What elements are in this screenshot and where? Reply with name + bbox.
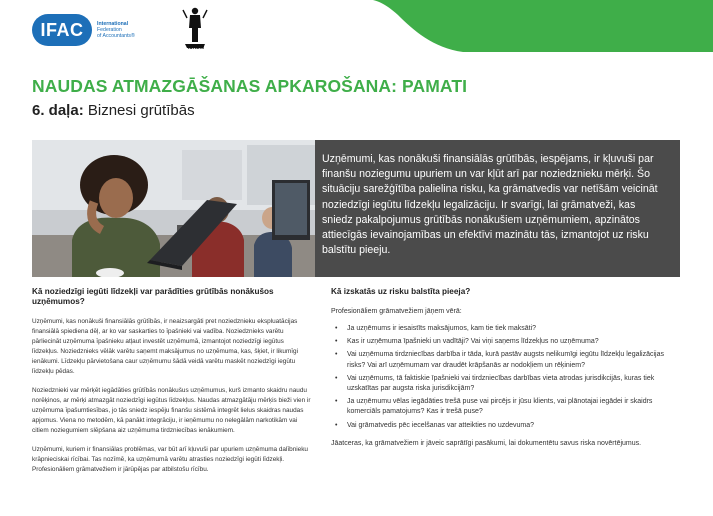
ifac-logo <box>32 14 157 46</box>
icaew-logo-text: ICAEW <box>187 45 205 51</box>
ifac-logo-mark: IFAC <box>32 14 92 46</box>
intro-callout: Uzņēmumi, kas nonākuši finansiālās grūtībās, iespējams, ir kļuvuši par finanšu noziegumu upuriem un var kļūt arī par noziedznieku mērķi. Šo situāciju sarežģītība palielina risku, ka grāmatvedis var netīšām veicināt noziedzīgi iegūtu līdzekļu legalizāciju. Ir svarīgi, lai grāmatveži, kas sniedz pakalpojumus grūtībās nonākušiem uzņēmumiem, apzinātos attiecīgās ievainojamības un efektīvi mazinātu tās, izmantojot uz risku balstītu pieeju. <box>315 140 680 277</box>
list-item: • Ja uzņēmumu vēlas iegādāties trešā puse vai pircējs ir jūsu klients, vai plānotajai iegādei ir skaidrs komerciāls pamatojums? Kas ir trešā puse? <box>345 397 681 417</box>
part-number: 6. daļa: <box>32 102 84 119</box>
list-item: • Ja uzņēmums ir iesaistīts maksājumos, kam tie tiek maksāti? <box>345 324 681 334</box>
left-column <box>32 287 312 484</box>
ifac-logo-text: International Federation of Accountants® <box>97 21 135 39</box>
right-intro: Profesionāliem grāmatvežiem jāņem vērā: <box>331 308 462 315</box>
left-paragraph: Uzņēmumi, kas nonākuši finansiālās grūtībās, ir neaizsargāti pret noziedznieku ekspluatācijas finansiālā spiediena dēļ, ar ko var saskarties to īpašnieki vai vadība. Noziedznieks varētu pārliecināt uzņēmuma īpašnieku atļaut investēt uzņēmumā, izmantojot noziedzīgi iegūtus līdzekļus. Noziedznieks vēlāk varētu saņemt maksājumus no uzņēmuma, kas, šķiet, ir likumīgi ienākumi. Līdzekļu pārvietošana caur uzņēmumu šādā veidā varētu maskēt noziedzīgi iegūtu līdzekļu pēdas. <box>32 318 299 375</box>
list-item: • Vai uzņēmums, tā faktiskie īpašnieki vai tirdzniecības darbības vieta atrodas jurisdikcijās, kuras tiek uzskatītas par augsta riska jurisdikcijām? <box>345 374 681 394</box>
list-item: • Vai uzņēmuma tirdzniecības darbība ir tāda, kurā pastāv augsts nelikumīgi iegūtu līdzekļu legalizācijas risks? Vai arī uzņēmumam var draudēt krāpšanās ar nodokļiem un rēķiniem? <box>345 350 681 370</box>
left-paragraph: Noziedznieki var mērķēt iegādāties grūtībās nonākušus uzņēmumus, kurš izmanto skaidru naudu norēķinos, ar mērķi atmazgāt noziedzīgi iegūtus līdzekļus. Naudas atmazgātāju mērķis bieži vien ir uzņēmuma īpašumtiesības, jo tās sniedz iespēju finanšu sistēmā integrēt lielus skaidras naudas apjomus. Viena no metodēm, kā panākt integrāciju, ir ieņēmumu no nelegālām narkotikām vai citiem noziegumiem slēpšana aiz uzņēmuma tirdzniecības ienākumiem. <box>32 387 311 434</box>
green-wave-decoration <box>373 0 713 52</box>
left-heading: Kā noziedzīgi iegūti līdzekļi var parādīties grūtībās nonākušos uzņēmumos? <box>32 287 274 306</box>
list-item: • Vai grāmatvedis pēc iecelšanas var atteikties no uzdevuma? <box>345 421 681 431</box>
right-conclusion: Jāatceras, ka grāmatvežiem ir jāveic saprātīgi pasākumi, lai dokumentētu savus riska novērtējumus. <box>331 439 642 447</box>
office-photo <box>32 140 315 277</box>
photo-illustration <box>32 140 315 277</box>
left-paragraph: Uzņēmumi, kuriem ir finansiālas problēmas, var būt arī kļuvuši par upuriem uzņēmuma dalībnieku krāpnieciskai rīcībai. Tas nozīmē, ka uzņēmumā varētu atrasties noziedzīgi iegūti līdzekļi. Profesionāliem grāmatvežiem ir jārūpējas par atbilstošu rīcību. <box>32 446 308 473</box>
right-column <box>331 287 681 449</box>
part-subtitle <box>32 102 195 119</box>
list-item: • Kas ir uzņēmuma īpašnieki un vadītāji? Vai viņi saņems līdzekļus no uzņēmuma? <box>345 337 681 347</box>
risk-question-list <box>331 324 681 431</box>
right-heading: Kā izskatās uz risku balstīta pieeja? <box>331 287 471 296</box>
page-title: NAUDAS ATMAZGĀŠANAS APKAROŠANA: PAMATI <box>32 76 468 96</box>
part-name: Biznesi grūtībās <box>87 102 195 119</box>
